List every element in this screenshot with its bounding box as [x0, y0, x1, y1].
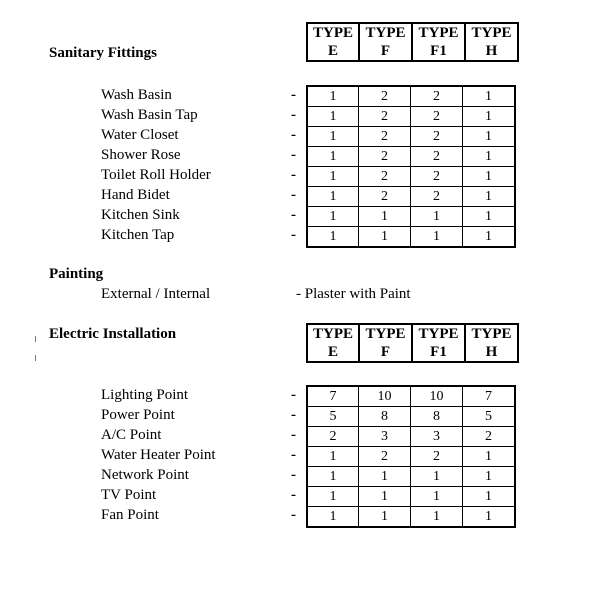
item-label: Wash Basin — [101, 87, 172, 103]
value-cell: 1 — [307, 227, 359, 248]
row-dash: - — [291, 487, 296, 503]
value-cell: 10 — [359, 386, 411, 407]
row-dash: - — [291, 427, 296, 443]
row-dash: - — [291, 387, 296, 403]
value-cell: 2 — [411, 447, 463, 467]
table-row — [307, 107, 515, 127]
value-cell: 1 — [463, 147, 516, 167]
value-cell: 1 — [359, 467, 411, 487]
value-cell: 2 — [359, 86, 411, 107]
row-dash: - — [291, 227, 296, 243]
value-cell: 1 — [463, 127, 516, 147]
value-cell: 2 — [411, 187, 463, 207]
table-row — [307, 227, 515, 248]
value-cell: 2 — [359, 187, 411, 207]
value-cell: 1 — [463, 167, 516, 187]
row-dash: - — [291, 407, 296, 423]
value-cell: 1 — [463, 467, 516, 487]
value-cell: 1 — [307, 127, 359, 147]
value-cell: 1 — [307, 207, 359, 227]
item-label: Wash Basin Tap — [101, 107, 198, 123]
value-cell: 5 — [463, 407, 516, 427]
value-cell: 10 — [411, 386, 463, 407]
header-type-f1: TYPE F1 — [412, 23, 465, 61]
value-cell: 1 — [307, 507, 359, 528]
value-cell: 2 — [411, 147, 463, 167]
value-cell: 1 — [359, 507, 411, 528]
row-dash: - — [291, 87, 296, 103]
value-cell: 1 — [411, 507, 463, 528]
value-cell: 1 — [307, 487, 359, 507]
section-title-electric-installation: Electric Installation — [49, 326, 177, 342]
electric-type-header-table — [306, 323, 519, 363]
item-label: Water Heater Point — [101, 447, 216, 463]
item-label: Fan Point — [101, 507, 159, 523]
value-cell: 2 — [359, 447, 411, 467]
value-cell: 1 — [463, 447, 516, 467]
value-cell: 7 — [307, 386, 359, 407]
table-row — [307, 447, 515, 467]
value-cell: 1 — [307, 447, 359, 467]
header-type-f: TYPE F — [359, 324, 412, 362]
section-title-painting: Painting — [49, 266, 104, 282]
item-label: Kitchen Tap — [101, 227, 175, 243]
value-cell: 1 — [463, 507, 516, 528]
value-cell: 2 — [359, 167, 411, 187]
header-type-e: TYPE E — [307, 324, 359, 362]
value-cell: 2 — [359, 147, 411, 167]
value-cell: 1 — [463, 187, 516, 207]
value-cell: 1 — [411, 487, 463, 507]
sanitary-type-header-table — [306, 22, 519, 62]
table-row — [307, 86, 515, 107]
clipped-top-text — [0, 0, 592, 8]
value-cell: 3 — [359, 427, 411, 447]
item-label: TV Point — [101, 487, 157, 503]
value-cell: 2 — [359, 127, 411, 147]
value-cell: 1 — [307, 167, 359, 187]
value-cell: 2 — [359, 107, 411, 127]
value-cell: 2 — [411, 86, 463, 107]
value-cell: 1 — [307, 147, 359, 167]
margin-mark — [35, 336, 36, 342]
row-dash: - — [291, 507, 296, 523]
value-cell: 2 — [411, 167, 463, 187]
table-row — [307, 507, 515, 528]
row-dash: - — [291, 187, 296, 203]
item-label: Toilet Roll Holder — [101, 167, 211, 183]
item-label: Power Point — [101, 407, 175, 423]
value-cell: 1 — [411, 467, 463, 487]
table-row — [307, 147, 515, 167]
section-title-sanitary-fittings: Sanitary Fittings — [49, 45, 157, 61]
painting-item-value: - Plaster with Paint — [296, 286, 411, 302]
value-cell: 8 — [411, 407, 463, 427]
table-row — [307, 427, 515, 447]
header-type-f: TYPE F — [359, 23, 412, 61]
value-cell: 3 — [411, 427, 463, 447]
value-cell: 1 — [463, 207, 516, 227]
table-row — [307, 487, 515, 507]
value-cell: 2 — [411, 127, 463, 147]
painting-item-label: External / Internal — [101, 286, 211, 302]
value-cell: 1 — [463, 107, 516, 127]
sanitary-values-table — [306, 85, 516, 248]
value-cell: 1 — [359, 207, 411, 227]
value-cell: 2 — [463, 427, 516, 447]
item-label: Kitchen Sink — [101, 207, 180, 223]
table-row — [307, 467, 515, 487]
table-row — [307, 167, 515, 187]
item-label: A/C Point — [101, 427, 162, 443]
item-label: Water Closet — [101, 127, 179, 143]
table-row — [307, 207, 515, 227]
item-label: Lighting Point — [101, 387, 189, 403]
row-dash: - — [291, 127, 296, 143]
row-dash: - — [291, 167, 296, 183]
table-row — [307, 127, 515, 147]
value-cell: 2 — [307, 427, 359, 447]
row-dash: - — [291, 467, 296, 483]
electric-values-table — [306, 385, 516, 528]
item-label: Hand Bidet — [101, 187, 170, 203]
table-row — [307, 407, 515, 427]
header-type-h: TYPE H — [465, 324, 518, 362]
value-cell: 5 — [307, 407, 359, 427]
item-label: Shower Rose — [101, 147, 181, 163]
value-cell: 2 — [411, 107, 463, 127]
table-row — [307, 187, 515, 207]
row-dash: - — [291, 447, 296, 463]
value-cell: 1 — [359, 227, 411, 248]
value-cell: 1 — [307, 467, 359, 487]
value-cell: 1 — [463, 227, 516, 248]
value-cell: 8 — [359, 407, 411, 427]
margin-mark — [35, 355, 36, 361]
header-type-f1: TYPE F1 — [412, 324, 465, 362]
value-cell: 1 — [463, 487, 516, 507]
header-type-h: TYPE H — [465, 23, 518, 61]
item-label: Network Point — [101, 467, 189, 483]
row-dash: - — [291, 147, 296, 163]
value-cell: 1 — [411, 207, 463, 227]
row-dash: - — [291, 107, 296, 123]
value-cell: 1 — [307, 86, 359, 107]
value-cell: 7 — [463, 386, 516, 407]
value-cell: 1 — [307, 107, 359, 127]
value-cell: 1 — [359, 487, 411, 507]
value-cell: 1 — [411, 227, 463, 248]
table-row — [307, 386, 515, 407]
row-dash: - — [291, 207, 296, 223]
header-type-e: TYPE E — [307, 23, 359, 61]
value-cell: 1 — [307, 187, 359, 207]
value-cell: 1 — [463, 86, 516, 107]
